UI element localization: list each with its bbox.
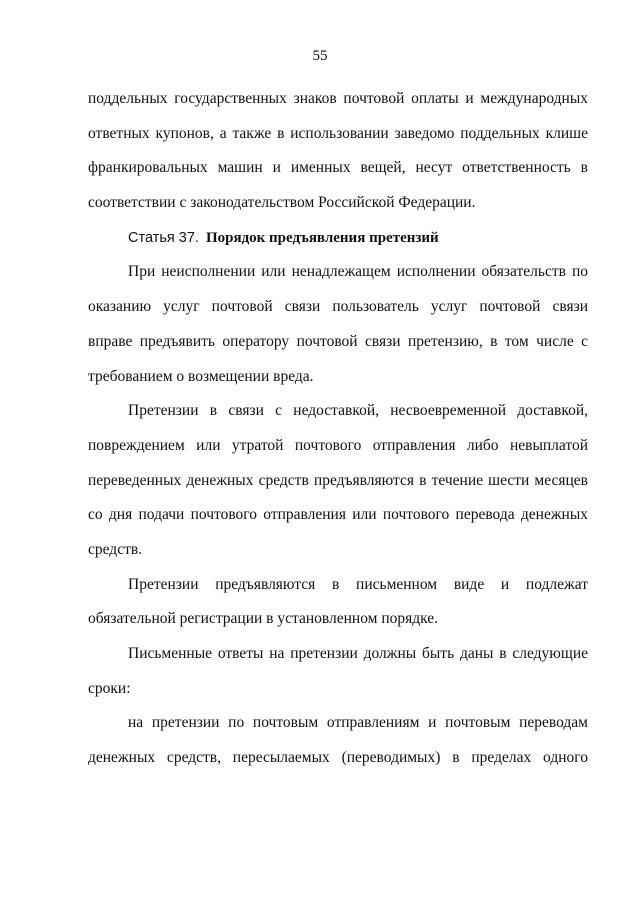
paragraph-line: соответствии с законодательством Российской Федерации.: [88, 194, 476, 212]
paragraph-line: повреждением или утратой почтового отправления либо невыплатой: [88, 436, 588, 454]
paragraph-line: сроки:: [88, 679, 131, 697]
paragraph-line: Претензии в связи с недоставкой, несвоевременной доставкой,: [128, 402, 588, 420]
paragraph-line: оказанию услуг почтовой связи пользователь услуг почтовой связи: [88, 298, 588, 316]
paragraph-line: вправе предъявить оператору почтовой связи претензию, в том числе с: [88, 332, 588, 350]
paragraph-line: Письменные ответы на претензии должны быть даны в следующие: [128, 645, 588, 662]
paragraph-line: со дня подачи почтового отправления или почтового перевода денежных: [88, 506, 588, 524]
document-body: [88, 82, 588, 776]
paragraph-line: требованием о возмещении вреда.: [88, 367, 314, 385]
paragraph-line: обязательной регистрации в установленном порядке.: [88, 610, 439, 628]
article-title: Порядок предъявления претензий: [205, 229, 439, 246]
page-number: 55: [312, 48, 328, 64]
paragraph-line: При неисполнении или ненадлежащем исполнении обязательств по: [128, 263, 588, 281]
paragraph-line: переведенных денежных средств предъявляются в течение шести месяцев: [88, 471, 588, 489]
article-heading: [128, 221, 588, 256]
paragraph-line: денежных средств, пересылаемых (переводимых) в пределах одного: [88, 749, 588, 767]
article-number: Статья 37.: [128, 229, 199, 246]
paragraph-line: франкировальных машин и именных вещей, несут ответственность в: [88, 159, 588, 177]
paragraph-line: на претензии по почтовым отправлениям и почтовым переводам: [128, 714, 588, 732]
paragraph-line: средств.: [88, 540, 143, 558]
paragraph-line: ответных купонов, а также в использовании заведомо поддельных клише: [88, 124, 588, 142]
paragraph-line: поддельных государственных знаков почтовой оплаты и международных: [88, 90, 588, 107]
paragraph-line: Претензии предъявляются в письменном виде и подлежат: [128, 575, 588, 593]
